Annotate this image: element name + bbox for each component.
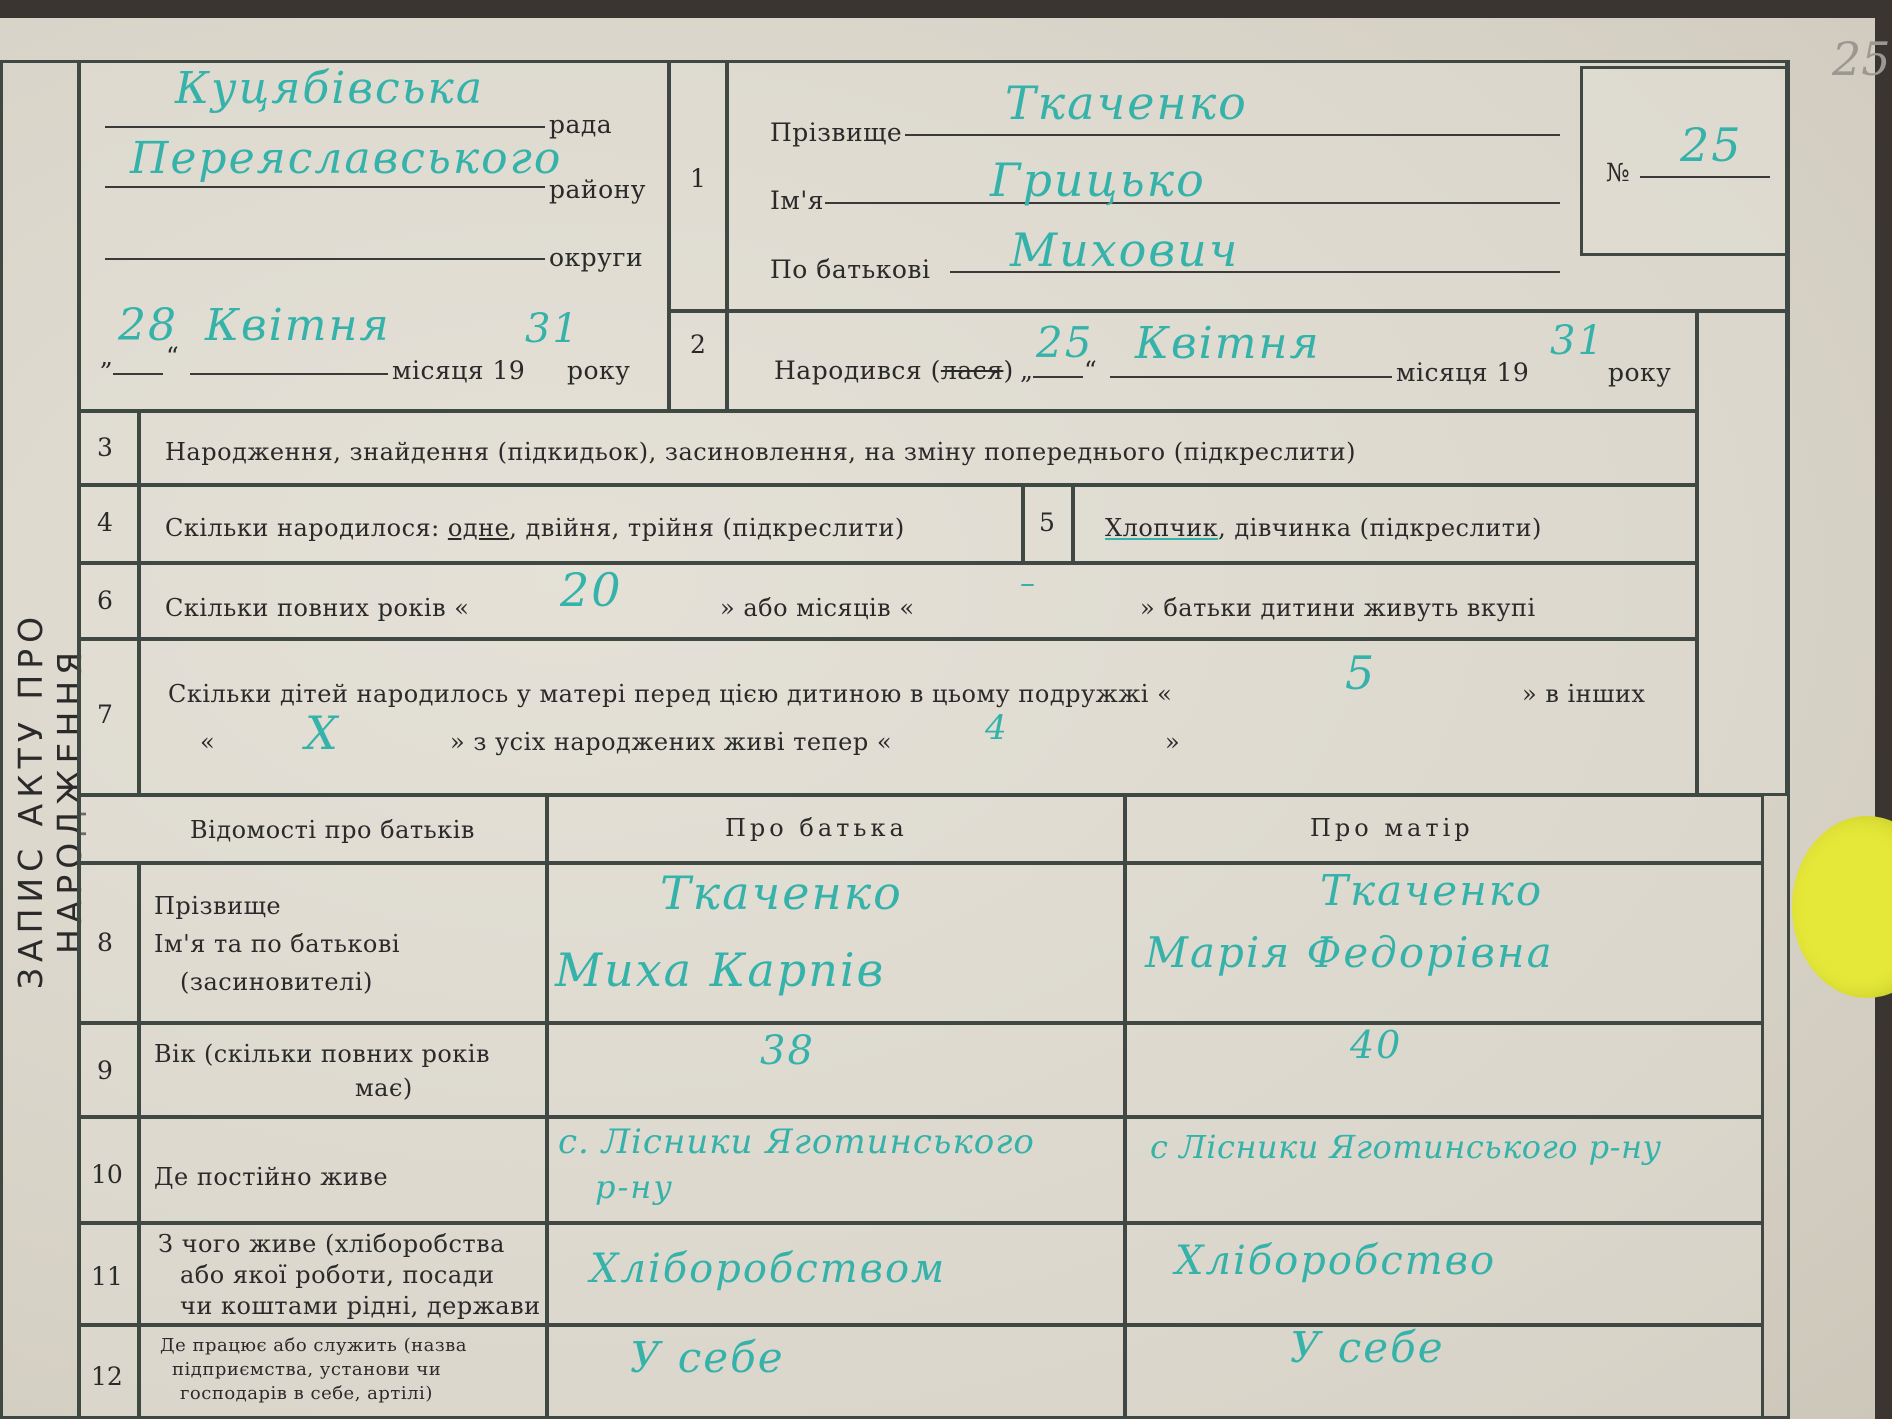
row-3-num: 3 — [97, 433, 113, 462]
section-2-num: 2 — [690, 330, 706, 359]
row-7-num: 7 — [97, 700, 113, 729]
row-9-num: 9 — [97, 1056, 113, 1085]
row-8-mother-surname: Ткаченко — [1320, 866, 1544, 915]
row-6-text-c: » батьки дитини живуть вкупі — [1140, 594, 1536, 622]
born-month: Квітня — [1135, 318, 1321, 369]
row-11-father-occupation: Хліборобством — [590, 1246, 947, 1292]
born-quote-open: „ — [1020, 356, 1034, 385]
surname-label: Прізвище — [770, 118, 903, 147]
born-month-label: місяця 19 — [1396, 358, 1530, 387]
surname-value: Ткаченко — [1005, 76, 1248, 130]
row-12-label-2: підприємства, установи чи — [172, 1359, 442, 1380]
row-8-label-3: (засиновителі) — [180, 968, 373, 996]
row-6-years-value: 20 — [560, 563, 623, 617]
row-7-other-marriage-value: Х — [305, 706, 340, 760]
row-10-father-residence-2: р-ну — [595, 1168, 674, 1206]
row-7-this-marriage-value: 5 — [1345, 646, 1377, 700]
row-12-mother-workplace: У себе — [1290, 1323, 1445, 1372]
born-day: 25 — [1036, 318, 1094, 367]
row-9-label-1: Вік (скільки повних років — [154, 1040, 490, 1068]
row-11-label-1: З чого живе (хліборобства — [158, 1230, 505, 1258]
date-day: 28 — [118, 300, 178, 351]
row-3-text: Народження, знайдення (підкидьок), засиновлення, на зміну попереднього (підкреслити) — [165, 438, 1356, 466]
row-12-num: 12 — [91, 1362, 123, 1391]
row-4-text: Скільки народилося: одне, двійня, трійня (підкреслити) — [165, 514, 905, 542]
row-8-label-2: Ім'я та по батькові — [154, 930, 401, 958]
rada-label: рада — [549, 110, 613, 139]
row-11-mother-occupation: Хліборобство — [1175, 1238, 1497, 1284]
parents-header-label: Відомості про батьків — [190, 816, 475, 844]
patronymic-value: Михович — [1010, 223, 1240, 277]
row-5-selected-option: Хлопчик — [1105, 514, 1219, 542]
row-8-father-name: Миха Карпів — [555, 943, 886, 997]
row-8-mother-name: Марія Федорівна — [1145, 928, 1554, 977]
row-12-label-3: господарів в себе, артілі) — [180, 1383, 433, 1404]
row-8-label-1: Прізвище — [154, 892, 282, 920]
row-7-line1-a: Скільки дітей народилось у матері перед цією дитиною в цьому подружжі « — [168, 680, 1173, 708]
date-year-label: року — [567, 356, 631, 385]
row-5-num: 5 — [1039, 508, 1055, 537]
row-7-line2-c: » — [1165, 728, 1181, 756]
row-10-father-residence-1: с. Лісники Яготинського — [558, 1122, 1035, 1162]
born-label-feminine: лася — [940, 356, 1004, 385]
date-month: Квітня — [205, 300, 391, 351]
row-12-label-1: Де працює або служить (назва — [160, 1335, 468, 1356]
name-value: Грицько — [990, 153, 1206, 207]
row-12-father-workplace: У себе — [630, 1333, 785, 1382]
date-quote-close: “ — [166, 342, 180, 371]
row-6-num: 6 — [97, 586, 113, 615]
row-4-selected-option: одне — [447, 514, 510, 542]
name-label: Ім'я — [770, 186, 824, 215]
row-10-mother-residence: с Лісники Яготинського р-ну — [1150, 1128, 1662, 1166]
row-11-label-3: чи коштами рідні, держави — [180, 1292, 541, 1320]
row-7-alive-value: 4 — [985, 708, 1009, 748]
row-6-text-b: » або місяців « — [720, 594, 915, 622]
row-11-num: 11 — [91, 1262, 123, 1291]
father-header: Про батька — [725, 814, 908, 842]
born-year-label: року — [1608, 358, 1672, 387]
row-8-father-surname: Ткаченко — [660, 866, 903, 920]
section-1-num: 1 — [690, 164, 706, 193]
date-month-label: місяця 19 — [392, 356, 526, 385]
record-no-label: № — [1606, 158, 1631, 187]
row-7-line2-b: » з усіх народжених живі тепер « — [450, 728, 893, 756]
record-no-value: 25 — [1680, 118, 1743, 172]
form-sheet — [0, 18, 1891, 1419]
born-quote-close: “ — [1084, 356, 1098, 385]
form-title: ЗАПИС АКТУ ПРО НАРОДЖЕННЯ — [11, 610, 89, 990]
pencil-page-number: 25 — [1832, 32, 1891, 86]
row-9-label-2: має) — [355, 1074, 413, 1102]
born-year: 31 — [1550, 318, 1605, 364]
row-10-label-1: Де постійно живе — [154, 1163, 389, 1191]
row-4-num: 4 — [97, 508, 113, 537]
row-11-label-2: або якої роботи, посади — [180, 1261, 495, 1289]
row-9-father-age: 38 — [760, 1028, 815, 1074]
date-quote-open: „ — [100, 342, 114, 371]
rayon-value: Переяславського — [130, 133, 563, 184]
born-label: Народився (лася) — [774, 356, 1014, 385]
row-9-mother-age: 40 — [1350, 1023, 1403, 1067]
row-5-text: Хлопчик, дівчинка (підкреслити) — [1105, 514, 1542, 542]
rada-value: Куцябівська — [175, 63, 485, 114]
rayon-label: району — [549, 175, 646, 204]
patronymic-label: По батькові — [770, 255, 931, 284]
mother-header: Про матір — [1310, 814, 1474, 842]
row-7-line1-b: » в інших — [1522, 680, 1646, 708]
row-7-line2-a: « — [200, 728, 216, 756]
date-year: 31 — [525, 306, 580, 352]
row-6-text-a: Скільки повних років « — [165, 594, 470, 622]
okrug-label: округи — [549, 243, 644, 272]
row-8-num: 8 — [97, 928, 113, 957]
outer-frame — [0, 60, 1790, 1419]
row-6-months-value: – — [1020, 566, 1037, 601]
row-10-num: 10 — [91, 1160, 123, 1189]
